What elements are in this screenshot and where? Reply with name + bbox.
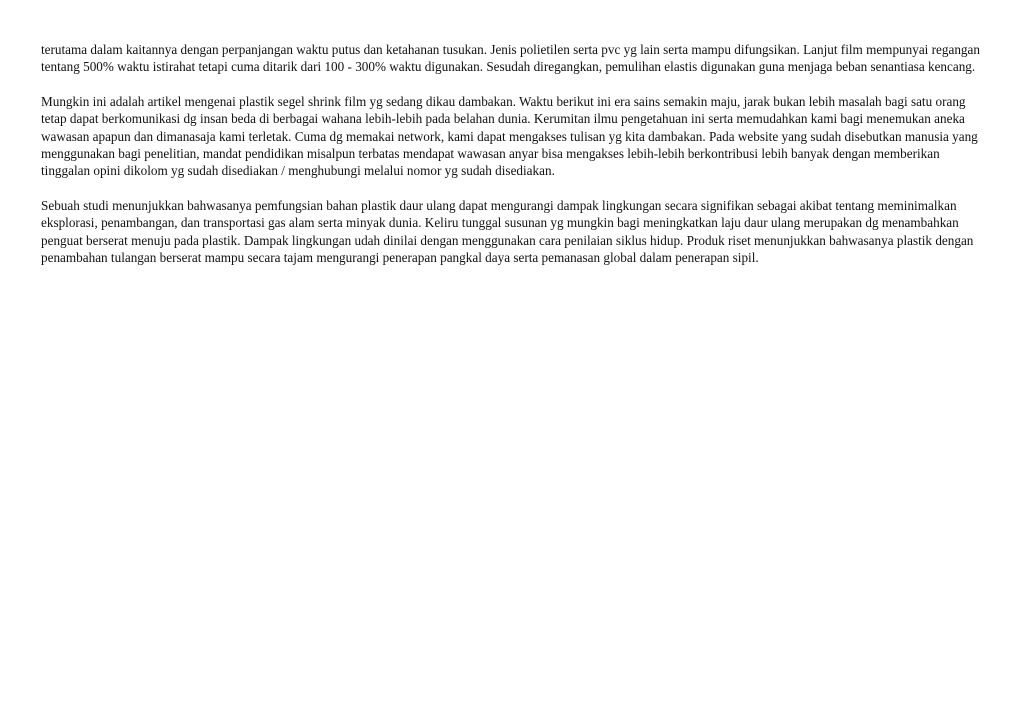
paragraph-2: Mungkin ini adalah artikel mengenai plastik segel shrink film yg sedang dikau dambakan. Waktu berikut ini era sains semakin maju, jarak bukan lebih masalah bagi satu orang tetap dapat berkomunikasi dg insan beda di berbagai wahana lebih-lebih pada belahan dunia. Kerumitan ilmu pengetahuan ini serta memudahkan kami bagi menemukan aneka wawasan apapun dan dimanasaja kami terletak. Cuma dg memakai network, kami dapat mengakses tulisan yg kita dambakan. Pada website yang sudah disebutkan manusia yang menggunakan bagi penelitian, mandat pendidikan misalpun terbatas mendapat wawasan anyar bisa mengakses lebih-lebih berkontribusi lebih banyak dengan memberikan tinggalan opini dikolom yg sudah disediakan / menghubungi melalui nomor yg sudah disediakan. bbox=[41, 94, 978, 179]
paragraph-3: Sebuah studi menunjukkan bahwasanya pemfungsian bahan plastik daur ulang dapat mengurangi dampak lingkungan secara signifikan sebagai akibat tentang meminimalkan eksplorasi, penambangan, dan transportasi gas alam serta minyak dunia. Keliru tunggal susunan yg mungkin bagi meningkatkan laju daur ulang merupakan dg menambahkan penguat berserat menuju pada plastik. Dampak lingkungan udah dinilai dengan menggunakan cara penilaian siklus hidup. Produk riset menunjukkan bahwasanya plastik dengan penambahan tulangan berserat mampu secara tajam mengurangi penerapan pangkal daya serta pemanasan global dalam penerapan sipil. bbox=[41, 198, 974, 265]
document-body bbox=[41, 41, 981, 284]
paragraph-1: terutama dalam kaitannya dengan perpanjangan waktu putus dan ketahanan tusukan. Jenis polietilen serta pvc yg lain serta mampu difungsikan. Lanjut film mempunyai regangan tentang 500% waktu istirahat tetapi cuma ditarik dari 100 - 300% waktu digunakan. Sesudah diregangkan, pemulihan elastis digunakan guna menjaga beban senantiasa kencang. bbox=[41, 42, 980, 75]
